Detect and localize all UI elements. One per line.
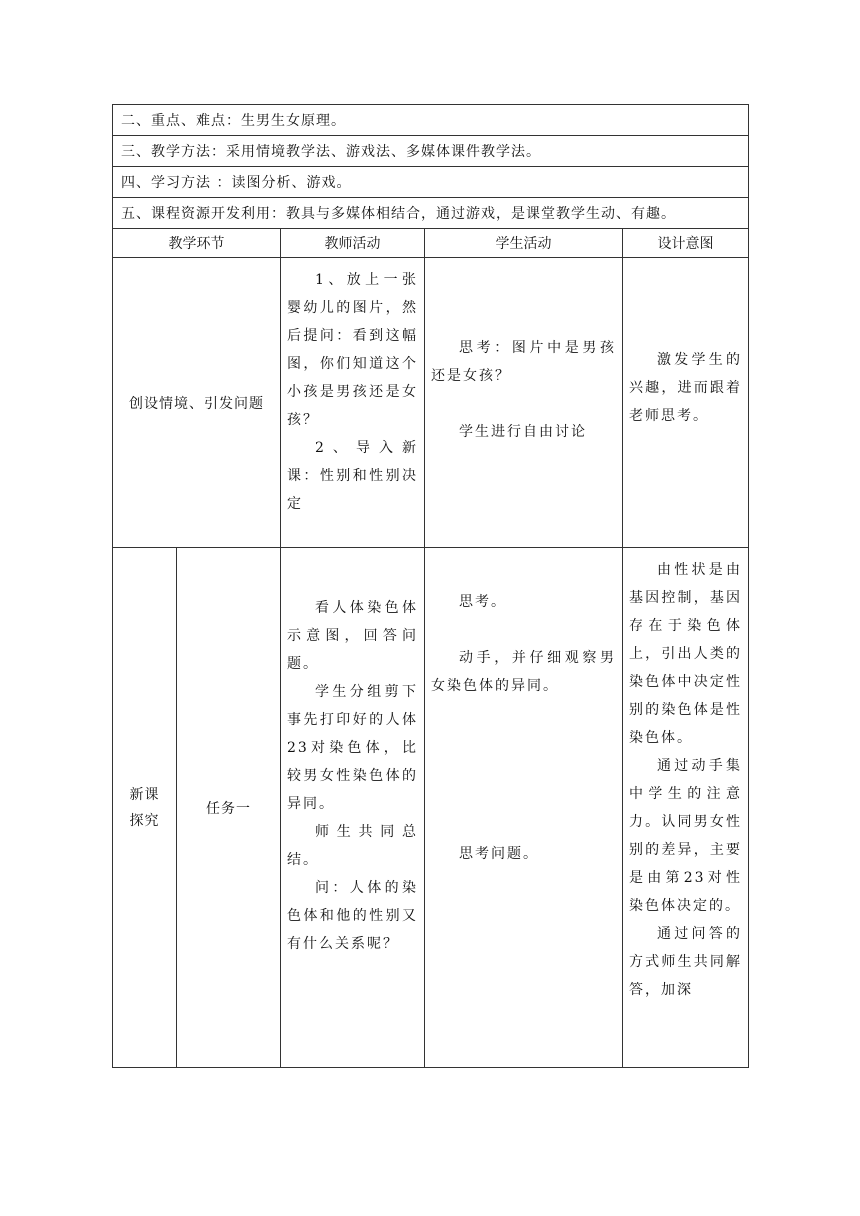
teacher-text: 2、导入新课：性别和性别决定	[287, 440, 418, 512]
teacher-text: 问：人体的染色体和他的性别又有什么关系呢？	[287, 880, 418, 952]
design-intent-cell	[623, 548, 749, 1068]
stage-cell	[113, 258, 281, 548]
student-activity-cell	[425, 548, 623, 1068]
learning-method-row: 四、学习方法 ：读图分析、游戏。	[113, 167, 749, 198]
teacher-text: 师生共同总结。	[287, 824, 418, 868]
stage-cell	[113, 548, 177, 1068]
teacher-activity-cell	[281, 548, 425, 1068]
student-text: 学生进行自由讨论	[459, 424, 587, 440]
intent-text: 激发学生的兴趣，进而跟着老师思考。	[629, 352, 743, 424]
intent-text: 通过动手集中学生的注意力。认同男女性别的差异，主要是由第23对性染色体决定的。	[629, 758, 743, 914]
intent-text: 由性状是由基因控制，基因存在于染色体上，引出人类的染色体中决定性别的染色体是性染色体。	[629, 562, 743, 746]
teacher-text: 学生分组剪下事先打印好的人体23对染色体，比较男女性染色体的异同。	[287, 684, 418, 812]
lesson-plan-document	[112, 104, 748, 1068]
key-points-row: 二、重点、难点：生男生女原理。	[113, 105, 749, 136]
task-cell	[177, 548, 281, 1068]
resources-row: 五、课程资源开发利用：教具与多媒体相结合，通过游戏，是课堂教学生动、有趣。	[113, 198, 749, 229]
intent-text: 通过问答的方式师生共同解答，加深	[629, 926, 743, 998]
student-text: 动手，并仔细观察男女染色体的异同。	[431, 650, 616, 694]
header-intent: 设计意图	[623, 229, 749, 258]
design-intent-cell	[623, 258, 749, 548]
student-text: 思考问题。	[459, 846, 539, 862]
lesson-plan-table	[112, 104, 749, 1068]
student-text: 思考：图片中是男孩还是女孩？	[431, 340, 616, 384]
task-label: 任务一	[206, 800, 251, 817]
student-activity-cell	[425, 258, 623, 548]
stage-label: 新课探究	[129, 786, 160, 829]
teacher-text: 看人体染色体示意图，回答问题。	[287, 600, 418, 672]
header-teacher: 教师活动	[281, 229, 425, 258]
student-text: 思考。	[459, 594, 507, 610]
teacher-activity-cell	[281, 258, 425, 548]
header-student: 学生活动	[425, 229, 623, 258]
header-stage: 教学环节	[113, 229, 281, 258]
stage-label: 创设情境、引发问题	[129, 395, 264, 412]
teaching-method-row: 三、教学方法：采用情境教学法、游戏法、多媒体课件教学法。	[113, 136, 749, 167]
teacher-text: 1、放上一张婴幼儿的图片，然后提问：看到这幅图，你们知道这个小孩是男孩还是女孩？	[287, 272, 418, 428]
